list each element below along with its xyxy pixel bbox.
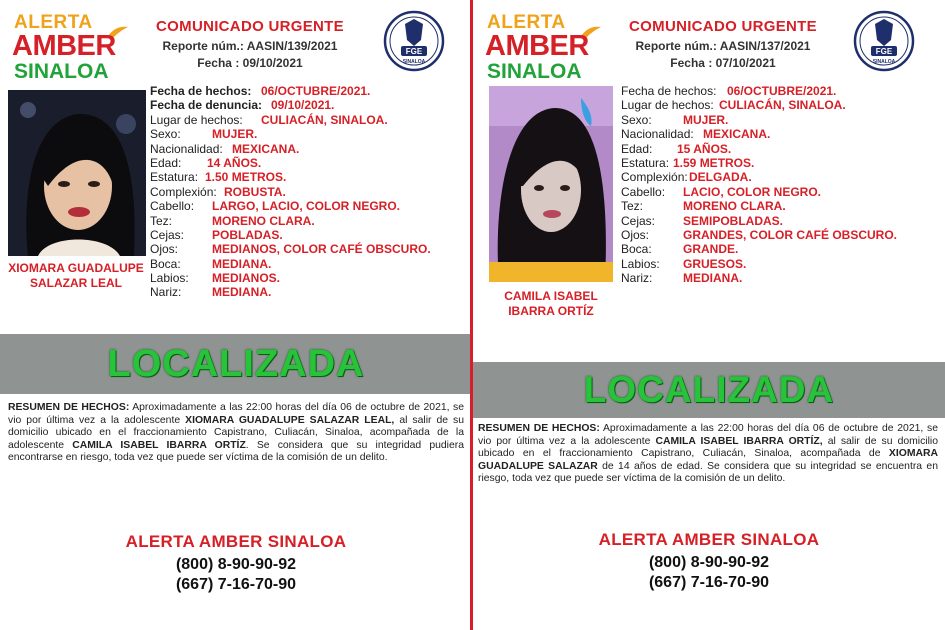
field-value: MEDIANOS. <box>212 271 281 286</box>
field-row <box>150 214 468 228</box>
field-value: ROBUSTA. <box>224 184 286 199</box>
field-row <box>150 98 468 112</box>
summary-person: CAMILA ISABEL IBARRA ORTÍZ, <box>655 435 823 447</box>
field-label: Nariz: <box>621 271 653 286</box>
description-fields <box>150 84 468 300</box>
field-row <box>621 142 941 156</box>
summary-companion: CAMILA ISABEL IBARRA ORTÍZ <box>72 439 246 451</box>
field-label: Tez: <box>150 213 173 228</box>
phone-number-2[interactable]: (667) 7-16-70-90 <box>648 574 770 591</box>
report-number: Reporte núm.: AASIN/139/2021 <box>162 39 338 53</box>
field-value: MUJER. <box>212 127 258 142</box>
status-banner <box>473 362 945 418</box>
field-value: MORENO CLARA. <box>212 213 315 228</box>
field-row <box>150 271 468 285</box>
field-row <box>621 257 941 271</box>
field-row <box>150 185 468 199</box>
field-label: Sexo: <box>621 112 652 127</box>
field-label: Cabello: <box>150 199 195 214</box>
summary-text-1: Aproximadamente a las 22:00 horas del día 06 de octubre de 2021, se vio por última vez a la adolescente <box>8 402 464 426</box>
field-value: 09/10/2021. <box>271 98 335 113</box>
contact-footer <box>0 532 472 594</box>
field-value: MORENO CLARA. <box>683 199 786 214</box>
logo-line-2: AMBER <box>12 30 116 62</box>
name-line-1: XIOMARA GUADALUPE <box>8 261 144 275</box>
field-row <box>150 127 468 141</box>
phone-number-1[interactable]: (800) 8-90-90-92 <box>648 554 770 571</box>
field-value: MEDIANOS, COLOR CAFÉ OBSCURO. <box>212 242 431 257</box>
status-text: LOCALIZADA <box>107 343 365 385</box>
contact-footer <box>473 530 945 592</box>
summary-lead: RESUMEN DE HECHOS: <box>478 423 600 434</box>
field-value: SEMIPOBLADAS. <box>683 213 784 228</box>
summary-text-2: al salir de su domicilio ubicado en el fraccionamiento Capistrano, Culiacán, Sinaloa, acompañada de la adolescente <box>8 414 465 451</box>
field-value: MEDIANA. <box>212 256 272 271</box>
poster-header <box>603 18 843 70</box>
logo-line-1: ALERTA <box>14 12 93 33</box>
field-row <box>150 84 468 98</box>
field-label: Cabello: <box>621 184 666 199</box>
missing-person-name <box>473 289 629 319</box>
summary-companion: XIOMARA GUADALUPE SALAZAR <box>478 448 938 472</box>
field-label: Tez: <box>621 199 644 214</box>
field-label: Nacionalidad: <box>150 141 223 156</box>
field-label: Cejas: <box>150 227 185 242</box>
field-label: Fecha de hechos: <box>621 84 717 98</box>
field-row <box>621 113 941 127</box>
report-date: Fecha : 09/10/2021 <box>197 56 303 70</box>
header-title: COMUNICADO URGENTE <box>156 18 344 35</box>
field-row <box>621 199 941 213</box>
field-label: Complexión: <box>150 184 217 199</box>
field-label: Sexo: <box>150 127 181 142</box>
seal-subtext: SINALOA <box>872 59 896 65</box>
header-title: COMUNICADO URGENTE <box>629 18 817 35</box>
field-label: Estatura: <box>621 155 670 170</box>
poster-header <box>130 18 370 70</box>
alerta-amber-logo <box>10 10 128 83</box>
field-value: MUJER. <box>683 112 729 127</box>
field-value: 14 AÑOS. <box>207 155 262 170</box>
field-value: CULIACÁN, SINALOA. <box>719 98 846 113</box>
field-label: Ojos: <box>150 242 179 257</box>
field-row <box>621 185 941 199</box>
field-label: Nacionalidad: <box>621 127 694 142</box>
field-label: Nariz: <box>150 285 182 300</box>
missing-person-photo <box>489 86 613 282</box>
seal-text: FGE <box>875 47 893 56</box>
footer-title: ALERTA AMBER SINALOA <box>125 532 347 551</box>
field-row <box>150 170 468 184</box>
field-row <box>621 98 941 112</box>
field-value: 06/OCTUBRE/2021. <box>261 84 371 98</box>
field-label: Lugar de hechos: <box>621 98 714 113</box>
seal-subtext: SINALOA <box>402 59 426 65</box>
field-value: MEXICANA. <box>232 141 300 156</box>
field-row <box>621 242 941 256</box>
field-row <box>150 242 468 256</box>
field-label: Estatura: <box>150 170 199 185</box>
missing-person-photo <box>8 90 146 256</box>
field-value: GRANDE. <box>683 242 739 257</box>
field-value: MEDIANA. <box>212 285 272 300</box>
field-label: Edad: <box>621 141 653 156</box>
name-line-2: SALAZAR LEAL <box>30 276 122 290</box>
field-value: MEXICANA. <box>703 127 771 142</box>
logo-line-3: SINALOA <box>14 60 109 83</box>
summary-text-1: Aproximadamente a las 22:00 horas del día 06 de octubre de 2021, se vio por última vez a la adolescente <box>478 423 938 447</box>
summary-person: XIOMARA GUADALUPE SALAZAR LEAL, <box>185 414 395 426</box>
field-value: 1.59 METROS. <box>673 155 755 170</box>
summary-paragraph <box>8 402 464 465</box>
fge-seal-icon <box>383 10 445 72</box>
field-value: DELGADA. <box>689 170 752 185</box>
alert-poster-left <box>0 0 472 630</box>
status-banner <box>0 334 472 394</box>
logo-line-1: ALERTA <box>487 12 566 33</box>
report-date: Fecha : 07/10/2021 <box>670 56 776 70</box>
field-label: Lugar de hechos: <box>150 112 243 127</box>
field-value: 1.50 METROS. <box>205 170 287 185</box>
missing-person-name <box>0 261 152 291</box>
logo-line-2: AMBER <box>485 30 589 62</box>
field-row <box>150 285 468 299</box>
field-label: Cejas: <box>621 213 656 228</box>
field-row <box>150 113 468 127</box>
field-row <box>621 170 941 184</box>
field-row <box>150 156 468 170</box>
field-row <box>621 127 941 141</box>
field-row <box>150 199 468 213</box>
field-value: LARGO, LACIO, COLOR NEGRO. <box>212 199 400 214</box>
description-fields <box>621 84 941 285</box>
field-row <box>150 228 468 242</box>
field-value: GRANDES, COLOR CAFÉ OBSCURO. <box>683 227 898 242</box>
field-row <box>621 228 941 242</box>
summary-text-3: de 14 años de edad. Se considera que su integridad se encuentra en riesgo, toda vez que puede ser víctima de la comisión de un delito. <box>478 460 938 485</box>
field-value: 15 AÑOS. <box>677 141 732 156</box>
field-label: Labios: <box>621 256 660 271</box>
field-row <box>621 271 941 285</box>
name-line-2: IBARRA ORTÍZ <box>508 304 594 318</box>
field-row <box>621 84 941 98</box>
field-label: Boca: <box>621 242 652 257</box>
alert-poster-right <box>473 0 945 630</box>
seal-text: FGE <box>405 47 423 56</box>
field-row <box>150 142 468 156</box>
field-label: Fecha de hechos: <box>150 84 252 98</box>
summary-paragraph <box>478 423 938 486</box>
summary-text-3: . Se considera que su integridad pudiera encontrarse en riesgo, toda vez que puede ser víctima de la comisión de un delito. <box>8 439 464 464</box>
phone-number-1[interactable]: (800) 8-90-90-92 <box>175 556 297 573</box>
report-number: Reporte núm.: AASIN/137/2021 <box>635 39 811 53</box>
field-label: Edad: <box>150 155 182 170</box>
fge-seal-icon <box>853 10 915 72</box>
field-value: CULIACÁN, SINALOA. <box>261 112 388 127</box>
alerta-amber-logo <box>483 10 601 83</box>
field-row <box>621 214 941 228</box>
summary-lead: RESUMEN DE HECHOS: <box>8 402 130 413</box>
name-line-1: CAMILA ISABEL <box>504 289 598 303</box>
status-text: LOCALIZADA <box>583 369 835 410</box>
field-value: GRUESOS. <box>683 256 747 271</box>
field-label: Boca: <box>150 256 181 271</box>
field-value: POBLADAS. <box>212 227 283 242</box>
field-row <box>150 257 468 271</box>
field-label: Complexión: <box>621 170 688 185</box>
field-value: 06/OCTUBRE/2021. <box>727 84 837 98</box>
footer-title: ALERTA AMBER SINALOA <box>598 530 820 549</box>
field-value: LACIO, COLOR NEGRO. <box>683 184 821 199</box>
field-row <box>621 156 941 170</box>
field-label: Fecha de denuncia: <box>150 98 263 113</box>
field-label: Ojos: <box>621 227 650 242</box>
summary-text-2: al salir de su domicilio ubicado en el fraccionamiento Capistrano, Culiacán, Sinaloa, acompañada de <box>478 435 938 460</box>
logo-line-3: SINALOA <box>487 60 582 83</box>
phone-number-2[interactable]: (667) 7-16-70-90 <box>175 576 297 593</box>
field-label: Labios: <box>150 271 189 286</box>
field-value: MEDIANA. <box>683 271 743 286</box>
